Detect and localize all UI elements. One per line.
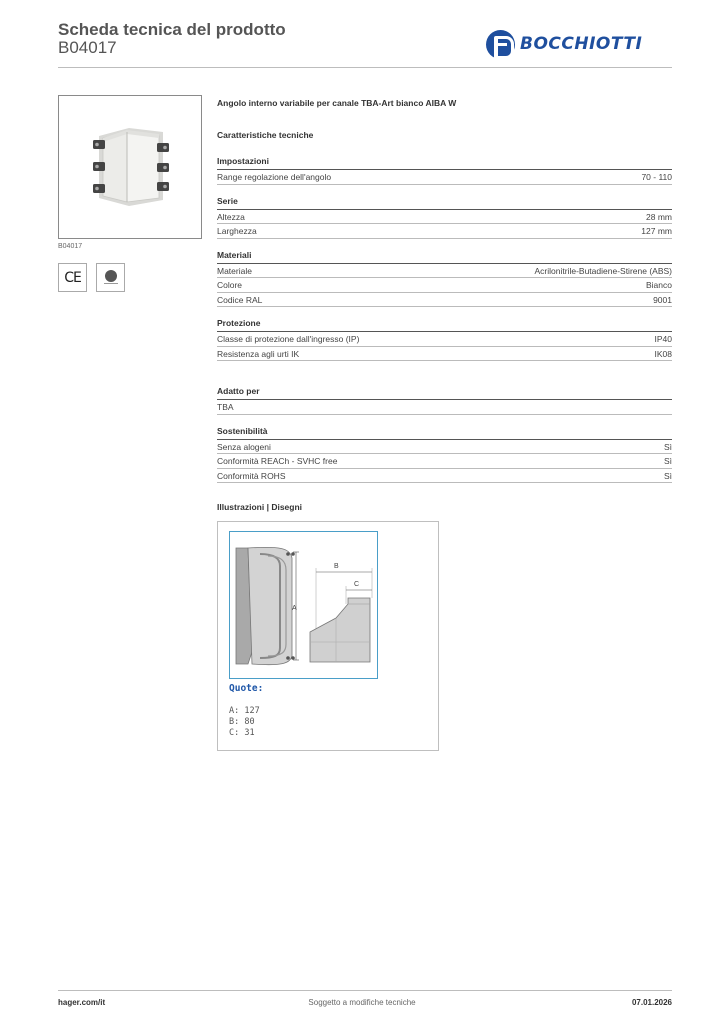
spec-content (217, 98, 672, 494)
spec-row (217, 293, 672, 308)
spec-row (217, 224, 672, 239)
image-caption: B04017 (58, 243, 83, 250)
spec-value: 127 mm (641, 226, 672, 237)
section-protezione (217, 318, 672, 361)
drawing-frame (229, 531, 378, 679)
quotes-heading: Quote: (229, 683, 264, 694)
section-serie (217, 196, 672, 239)
spec-value: 9001 (653, 294, 672, 305)
spec-row (217, 278, 672, 293)
illustrations-heading: Illustrazioni | Disegni (217, 502, 303, 512)
spec-value: Sì (663, 470, 672, 481)
spec-value: 28 mm (646, 211, 672, 222)
section-title: Adatto per (217, 386, 260, 396)
quote-b: B: 80 (229, 717, 255, 727)
quote-c: C: 31 (229, 728, 255, 738)
footer-website: hager.com/it (58, 998, 106, 1007)
header-divider (58, 67, 672, 68)
section-title: Sostenibilità (217, 425, 268, 436)
dim-label-a: A (292, 605, 297, 612)
brand-mark-icon (486, 30, 515, 59)
spec-value: 70 - 110 (641, 172, 672, 183)
product-image (58, 95, 202, 239)
section-sostenibilita (217, 426, 672, 484)
spec-row (217, 400, 672, 415)
spec-value: IP40 (654, 334, 672, 345)
spec-label: Resistenza agli urti IK (217, 348, 300, 359)
spec-label: Conformità REACh - SVHC free (217, 456, 338, 467)
spec-label: Senza alogeni (217, 441, 271, 452)
spec-value: Sì (663, 456, 672, 467)
dimension-drawing (217, 521, 439, 751)
dim-label-c: C (354, 581, 360, 588)
quality-mark-icon (96, 263, 125, 292)
footer-divider (58, 990, 672, 991)
spec-row (217, 210, 672, 225)
spec-label: Altezza (217, 211, 245, 222)
product-title: Angolo interno variabile per canale TBA-Art bianco AIBA W (217, 98, 457, 108)
spec-row (217, 347, 672, 362)
section-impostazioni (217, 156, 672, 185)
spec-value: IK08 (654, 348, 672, 359)
ce-mark-label: CE (64, 269, 81, 286)
spec-label: Range regolazione dell'angolo (217, 172, 332, 183)
spec-label: Larghezza (217, 226, 257, 237)
spec-label: Conformità ROHS (217, 470, 286, 481)
brand-name: BOCCHIOTTI (520, 34, 643, 54)
spec-value: Acrilonitrile-Butadiene-Stirene (ABS) (534, 265, 672, 276)
spec-label: Classe di protezione dall'ingresso (IP) (217, 334, 360, 345)
product-code: B04017 (58, 38, 117, 57)
section-title: Serie (217, 195, 238, 206)
spec-label: Codice RAL (217, 294, 263, 305)
spec-row (217, 332, 672, 347)
spec-label: Colore (217, 280, 243, 291)
section-title: Impostazioni (217, 156, 269, 166)
spec-value: Sì (663, 441, 672, 452)
section-materiali (217, 250, 672, 308)
dim-label-b: B (334, 563, 339, 570)
brand-logo (486, 29, 642, 59)
quote-a: A: 127 (229, 706, 260, 716)
spec-row (217, 469, 672, 484)
section-title: Protezione (217, 318, 261, 328)
page-title: Scheda tecnica del prodotto (58, 20, 286, 39)
spec-row (217, 440, 672, 455)
spec-value: Bianco (646, 280, 672, 291)
footer-date: 07.01.2026 (631, 998, 672, 1007)
spec-row (217, 264, 672, 279)
characteristics-heading: Caratteristiche tecniche (217, 130, 314, 140)
spec-row (217, 170, 672, 185)
section-adatto-per (217, 386, 672, 415)
footer-note: Soggetto a modifiche tecniche (308, 998, 416, 1007)
spec-label: Materiale (217, 265, 252, 276)
spec-label: TBA (217, 402, 234, 413)
spec-row (217, 454, 672, 469)
ce-mark-icon (58, 263, 87, 292)
section-title: Materiali (217, 249, 252, 260)
